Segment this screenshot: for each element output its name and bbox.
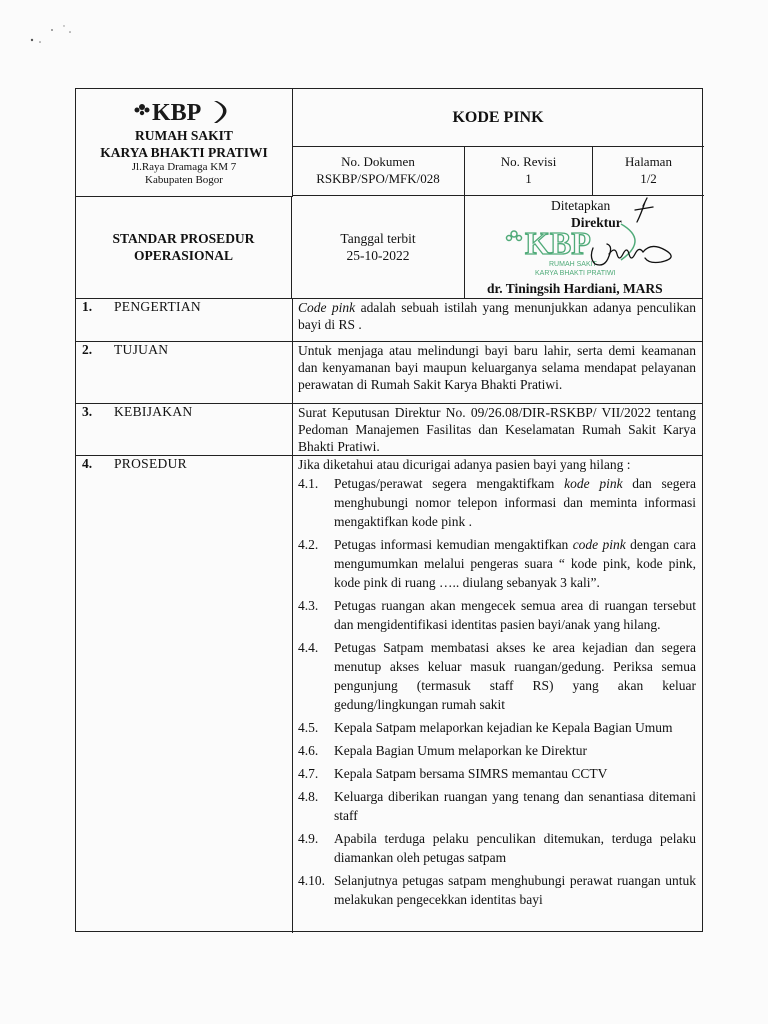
hospital-name-line2: KARYA BHAKTI PRATIWI	[100, 145, 268, 160]
procedure-intro: Jika diketahui atau dicurigai adanya pasien bayi yang hilang :	[298, 457, 631, 472]
stamp-subtext2: KARYA BHAKTI PRATIWI	[535, 270, 616, 277]
step-number: 4.9.	[298, 831, 319, 846]
definition-text: adalah sebuah istilah yang menunjukkan adanya penculikan bayi di RS .	[298, 300, 696, 332]
approved-label: Ditetapkan	[551, 198, 611, 213]
procedure-steps	[298, 474, 696, 909]
procedure-step	[298, 474, 696, 531]
kbp-logo	[132, 97, 236, 127]
step-text	[334, 829, 696, 867]
section-number: 4.	[82, 456, 93, 471]
step-number: 4.3.	[298, 598, 319, 613]
step-text-part: Petugas informasi kemudian mengaktifkan	[334, 537, 573, 552]
step-text-part: Petugas ruangan akan mengecek semua area di ruangan tersebut dan mengidentifikasi identitas pasien bayi/anak yang hilang.	[334, 598, 696, 632]
step-text-part: dengan cara mengumumkan melalui pengeras suara “ kode pink, kode pink, kode pink di ruang ….. diulang sebanyak 3 kali”.	[334, 537, 696, 590]
step-text-part: Apabila terduga pelaku penculikan ditemukan, terduga pelaku diamankan oleh petugas satpam	[334, 831, 696, 865]
document-title: KODE PINK	[292, 89, 704, 147]
step-text-part: Kepala Bagian Umum melaporkan ke Direktur	[334, 743, 588, 758]
issue-date-cell	[292, 196, 465, 298]
section-label: PROSEDUR	[114, 456, 187, 471]
section-pengertian	[76, 298, 702, 341]
section-kebijakan	[76, 403, 702, 455]
procedure-step	[298, 535, 696, 592]
revision-label: No. Revisi	[500, 154, 557, 169]
step-text	[334, 764, 696, 783]
step-number: 4.1.	[298, 476, 319, 491]
step-text-part: dan segera menghubungi nomor telepon informasi dan meminta informasi mengaktifkan kode pink .	[334, 476, 697, 529]
section-prosedur	[76, 455, 702, 933]
issue-date-value: 25-10-2022	[346, 248, 410, 263]
step-number: 4.10.	[298, 873, 325, 888]
procedure-step	[298, 764, 696, 783]
sop-line1: STANDAR PROSEDUR	[112, 231, 255, 246]
step-number: 4.4.	[298, 640, 319, 655]
procedure-step	[298, 596, 696, 634]
section-number: 2.	[82, 342, 93, 357]
issue-date-label: Tanggal terbit	[340, 231, 416, 246]
approval-cell	[465, 196, 704, 298]
section-number: 1.	[82, 299, 93, 314]
director-signature	[565, 192, 700, 284]
step-number: 4.8.	[298, 789, 319, 804]
section-label: PENGERTIAN	[114, 299, 201, 314]
section-content	[298, 456, 696, 913]
procedure-step	[298, 718, 696, 737]
step-number: 4.2.	[298, 537, 319, 552]
doc-number-value: RSKBP/SPO/MFK/028	[316, 171, 440, 186]
signer-name: dr. Tiningsih Hardiani, MARS	[487, 281, 663, 296]
step-term-italic: code pink	[572, 537, 626, 552]
step-text	[334, 871, 696, 909]
scan-specks	[28, 18, 78, 48]
step-text-part: Kepala Satpam melaporkan kejadian ke Kepala Bagian Umum	[334, 720, 673, 735]
section-label: TUJUAN	[114, 342, 169, 357]
revision-cell	[465, 147, 593, 196]
procedure-step	[298, 829, 696, 867]
step-text	[334, 787, 696, 825]
step-number: 4.6.	[298, 743, 319, 758]
stamp-logo-text: KBP	[525, 225, 591, 261]
section-tujuan	[76, 341, 702, 403]
sop-type-cell	[76, 196, 292, 298]
procedure-step	[298, 638, 696, 714]
procedure-step	[298, 787, 696, 825]
sop-document	[75, 88, 703, 932]
approved-role: Direktur	[571, 215, 622, 230]
procedure-step	[298, 741, 696, 760]
sop-line2: OPERASIONAL	[133, 248, 233, 263]
step-text-part: Petugas Satpam membatasi akses ke area kejadian dan segera menutup akses keluar masuk ruangan/gedung. Periksa semua pengunjung (termasuk staff RS) yang akan keluar gedung/lingkungan rumah sakit	[334, 640, 696, 712]
step-text-part: Selanjutnya petugas satpam menghubungi perawat ruangan untuk melakukan pengecekkan identitas bayi	[334, 873, 696, 907]
section-label: KEBIJAKAN	[114, 404, 193, 419]
section-content	[298, 299, 696, 333]
hospital-address-line2: Kabupaten Bogor	[145, 174, 223, 186]
procedure-step	[298, 871, 696, 909]
document-header	[76, 89, 702, 298]
step-text	[334, 535, 696, 592]
step-number: 4.7.	[298, 766, 319, 781]
step-text-part: Keluarga diberikan ruangan yang tenang dan senantiasa ditemani staff	[334, 789, 696, 823]
hospital-address-line1: Jl.Raya Dramaga KM 7	[131, 161, 237, 173]
section-content: Untuk menjaga atau melindungi bayi baru lahir, serta demi keamanan dan kenyamanan bayi maupun keluarganya selama mendapat pelayanan perawatan di Rumah Sakit Karya Bhakti Pratiwi.	[298, 343, 696, 392]
step-text-part: Petugas/perawat segera mengaktifkam	[334, 476, 565, 491]
step-text	[334, 741, 696, 760]
step-text-part: Kepala Satpam bersama SIMRS memantau CCTV	[334, 766, 608, 781]
page-label: Halaman	[625, 154, 672, 169]
step-number: 4.5.	[298, 720, 319, 735]
page-cell	[593, 147, 704, 196]
page-value: 1/2	[640, 171, 657, 186]
section-content: Surat Keputusan Direktur No. 09/26.08/DIR-RSKBP/ VII/2022 tentang Pedoman Manajemen Fasilitas dan Keselamatan Rumah Sakit Karya Bhakti Pratiwi.	[298, 405, 696, 454]
revision-value: 1	[525, 171, 532, 186]
hospital-identity	[76, 89, 293, 197]
step-term-italic: kode pink	[564, 476, 623, 491]
term-italic: Code pink	[298, 300, 356, 315]
step-text	[334, 596, 696, 634]
doc-number-label: No. Dokumen	[341, 154, 415, 169]
hospital-name-line1: RUMAH SAKIT	[135, 128, 233, 143]
step-text	[334, 474, 696, 531]
step-text	[334, 718, 696, 737]
section-number: 3.	[82, 404, 93, 419]
stamp-subtext1: RUMAH SAKIT	[549, 261, 597, 268]
doc-number-cell	[292, 147, 465, 196]
step-text	[334, 638, 696, 714]
logo-text: KBP	[152, 100, 202, 126]
